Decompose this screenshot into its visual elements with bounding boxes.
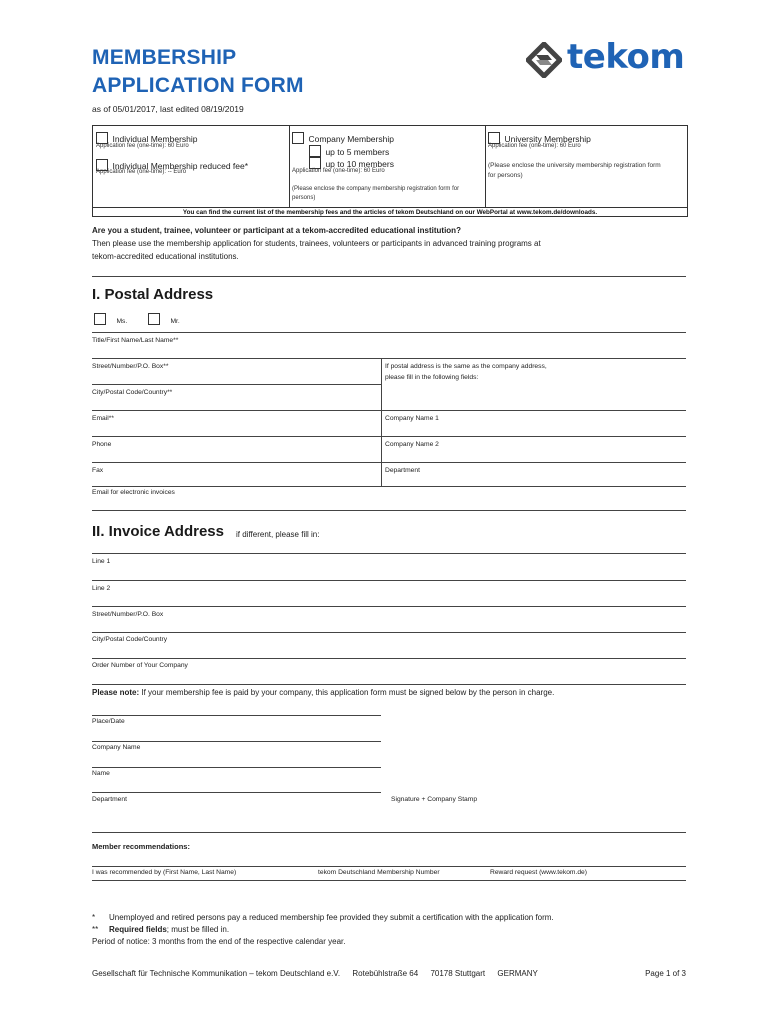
footnote-2-text: ; must be filled in. [166, 925, 230, 934]
signature-field[interactable] [92, 832, 686, 833]
place-date-field[interactable] [92, 741, 381, 742]
footer-org: Gesellschaft für Technische Kommunikation – tekom Deutschland e.V. [92, 969, 341, 978]
phone-company2-field[interactable] [92, 462, 686, 463]
sig-company-name-label: Company Name [92, 744, 141, 751]
city-field[interactable] [92, 410, 686, 411]
student-line3: tekom-accredited educational institutions. [92, 252, 239, 261]
email-label: Email** [92, 415, 114, 422]
invoice-line2-label: Line 2 [92, 585, 111, 592]
title-name-field[interactable] [92, 358, 686, 359]
membership-number-label: tekom Deutschland Membership Number [318, 869, 440, 876]
university-note: (Please enclose the university membership registration form for persons) [488, 162, 661, 179]
individual-reduced-label: Individual Membership reduced fee* [112, 161, 249, 171]
signature-stamp-label: Signature + Company Stamp [391, 796, 478, 803]
invoice-line2-field[interactable] [92, 606, 686, 607]
form-title-line2: APPLICATION FORM [92, 74, 304, 97]
company-note: (Please enclose the company membership registration form for persons) [292, 186, 460, 201]
email-invoices-label: Email for electronic invoices [92, 489, 175, 496]
company-membership-label: Company Membership [308, 134, 394, 144]
sig-department-label: Department [92, 796, 127, 803]
postal-address-heading: I. Postal Address [92, 286, 214, 303]
invoice-street-field[interactable] [92, 632, 686, 633]
footer-city: 70178 Stuttgart [430, 969, 486, 978]
invoice-address-heading: II. Invoice Address [92, 523, 224, 540]
column-divider [381, 358, 382, 486]
invoice-city-field[interactable] [92, 658, 686, 659]
footnote-2 [92, 924, 554, 936]
footnote-2-bold: Required fields [109, 925, 167, 934]
footnote-1-mark: * [92, 913, 96, 922]
membership-type-box [92, 125, 688, 217]
membership-col-company [289, 126, 486, 207]
invoice-hint: if different, please fill in: [236, 530, 320, 539]
individual-fee: Application fee (one-time): 60 Euro [96, 143, 189, 149]
title-name-label: Title/First Name/Last Name** [92, 337, 179, 344]
order-number-field[interactable] [92, 684, 686, 685]
recommendation-field[interactable] [92, 866, 686, 867]
divider [92, 880, 686, 881]
membership-fees-info-bar: You can find the current list of the membership fees and the articles of tekom Deutschland on our WebPortal at www.tekom.de/downloads. [93, 207, 687, 217]
reward-request-label: Reward request (www.tekom.de) [490, 869, 588, 876]
footer-country: GERMANY [497, 969, 538, 978]
email-company1-field[interactable] [92, 436, 686, 437]
fax-label: Fax [92, 467, 104, 474]
company-membership-checkbox[interactable] [292, 132, 304, 144]
membership-col-individual [93, 126, 290, 207]
notice-period: Period of notice: 3 months from the end of the respective calendar year. [92, 937, 346, 946]
form-date: as of 05/01/2017, last edited 08/19/2019 [92, 104, 244, 114]
tekom-logo-icon [526, 42, 562, 78]
individual-reduced-fee: Application fee (one-time): -- Euro [96, 169, 187, 175]
student-question: Are you a student, trainee, volunteer or participant at a tekom-accredited educational institution? [92, 226, 461, 235]
company-5-members-label: up to 5 members [325, 147, 390, 157]
university-membership-checkbox[interactable] [488, 132, 500, 144]
company-fee: Application fee (one-time): 60 Euro [292, 168, 385, 174]
mr-checkbox[interactable] [148, 313, 160, 325]
footer-street: Rotebühlstraße 64 [352, 969, 419, 978]
footnotes [92, 912, 554, 948]
ms-checkbox[interactable] [94, 313, 106, 325]
sig-name-label: Name [92, 770, 110, 777]
tekom-logo-text: tekom [567, 37, 685, 77]
invoice-city-label: City/Postal Code/Country [92, 636, 168, 643]
company-same-note-2: please fill in the following fields: [385, 374, 479, 381]
invoice-line1-label: Line 1 [92, 558, 111, 565]
form-title [92, 44, 304, 100]
fax-department-field[interactable] [92, 486, 686, 487]
invoice-line1-field[interactable] [92, 580, 686, 581]
city-label: City/Postal Code/Country** [92, 389, 173, 396]
sig-company-name-field[interactable] [92, 767, 381, 768]
company-name-1-label: Company Name 1 [385, 415, 439, 422]
order-number-label: Order Number of Your Company [92, 662, 188, 669]
footnote-1-text: Unemployed and retired persons pay a reduced membership fee provided they submit a certification with the application form. [109, 913, 554, 922]
membership-col-university [485, 126, 687, 207]
page-number: Page 1 of 3 [645, 969, 686, 978]
please-note-text: If your membership fee is paid by your company, this application form must be signed below by the person in charge. [139, 688, 555, 697]
divider [92, 553, 686, 554]
email-invoices-field[interactable] [92, 510, 686, 511]
company-name-2-label: Company Name 2 [385, 441, 439, 448]
student-info [92, 224, 692, 263]
please-note [92, 688, 554, 697]
divider [92, 715, 381, 716]
please-note-bold: Please note: [92, 688, 140, 697]
page-footer [92, 969, 686, 978]
phone-label: Phone [92, 441, 112, 448]
divider [92, 276, 686, 277]
sig-name-field[interactable] [92, 792, 381, 793]
footnote-1 [92, 912, 554, 924]
company-10-members-checkbox[interactable] [309, 157, 321, 169]
place-date-label: Place/Date [92, 718, 125, 725]
company-same-note: If postal address is the same as the company address, [385, 363, 547, 370]
student-line2: Then please use the membership application for students, trainees, volunteers or participants in advanced training programs at [92, 239, 541, 248]
mr-label: Mr. [170, 318, 180, 325]
divider [92, 332, 686, 333]
ms-label: Ms. [116, 318, 128, 325]
street-field[interactable] [92, 384, 381, 385]
recommended-by-label: I was recommended by (First Name, Last Name) [92, 869, 237, 876]
form-title-line1: MEMBERSHIP [92, 46, 237, 69]
company-10-members-label: up to 10 members [325, 159, 394, 169]
recommendations-heading: Member recommendations: [92, 842, 190, 851]
invoice-street-label: Street/Number/P.O. Box [92, 611, 164, 618]
individual-membership-label: Individual Membership [112, 134, 198, 144]
department-label: Department [385, 467, 420, 474]
tekom-logo [526, 37, 686, 80]
university-fee: Application fee (one-time): 60 Euro [488, 143, 581, 149]
footnote-2-mark: ** [92, 925, 99, 934]
individual-membership-checkbox[interactable] [96, 132, 108, 144]
street-label: Street/Number/P.O. Box** [92, 363, 169, 370]
university-membership-label: University Membership [504, 134, 591, 144]
